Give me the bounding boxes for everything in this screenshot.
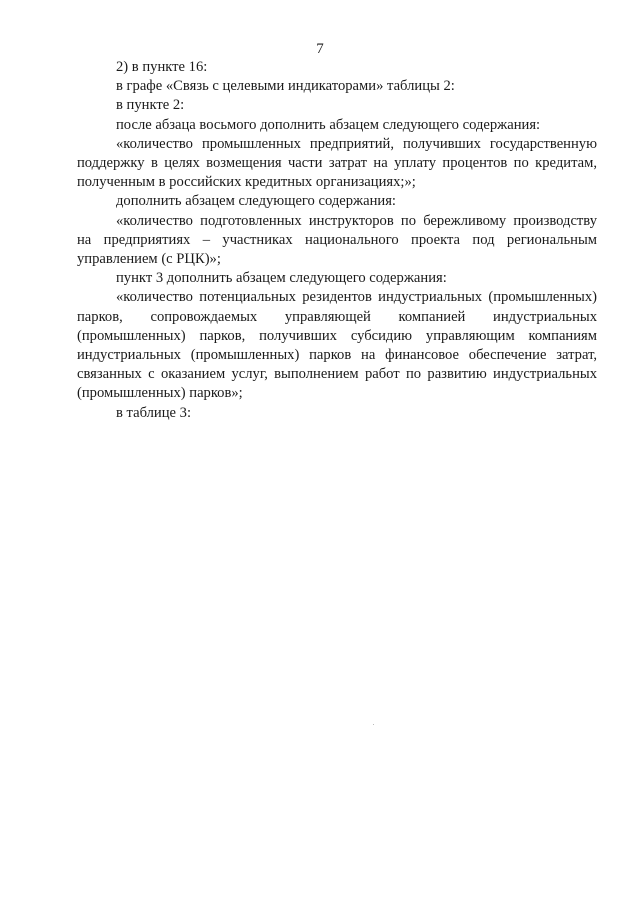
paragraph-after-eighth: после абзаца восьмого дополнить абзацем следующего содержания:: [116, 116, 541, 133]
page-number: 7: [316, 41, 324, 57]
paragraph-quote-instructors: «количество подготовленных инструкторов по бережливому производству на предприятиях – участниках национального проекта под региональным управлением (с РЦК)»;: [77, 212, 597, 268]
document-body: [77, 58, 597, 423]
paragraph-item-2: 2) в пункте 16:: [116, 59, 208, 75]
paragraph-point-3: пункт 3 дополнить абзацем следующего содержания:: [116, 270, 447, 287]
paragraph-quote-enterprises: «количество промышленных предприятий, получивших государственную поддержку в целях возмещения части затрат на уплату процентов по кредитам, полученным в российских кредитных организациях;»;: [77, 135, 597, 191]
paragraph-add-abzac: дополнить абзацем следующего содержания:: [116, 193, 396, 210]
scan-speck: [373, 724, 374, 725]
paragraph-point-2: в пункте 2:: [116, 97, 185, 114]
paragraph-table-3: в таблице 3:: [116, 404, 192, 421]
paragraph-column-link: в графе «Связь с целевыми индикаторами» таблицы 2:: [116, 78, 455, 95]
paragraph-quote-residents: «количество потенциальных резидентов индустриальных (промышленных) парков, сопровождаемых управляющей компанией индустриальных (промышленных) парков, получивших субсидию управляющим компаниям индустриальных (промышленных) парков на финансовое обеспечение затрат, связанных с оказанием услуг, выполнением работ по развитию индустриальных (промышленных) парков»;: [77, 289, 597, 402]
